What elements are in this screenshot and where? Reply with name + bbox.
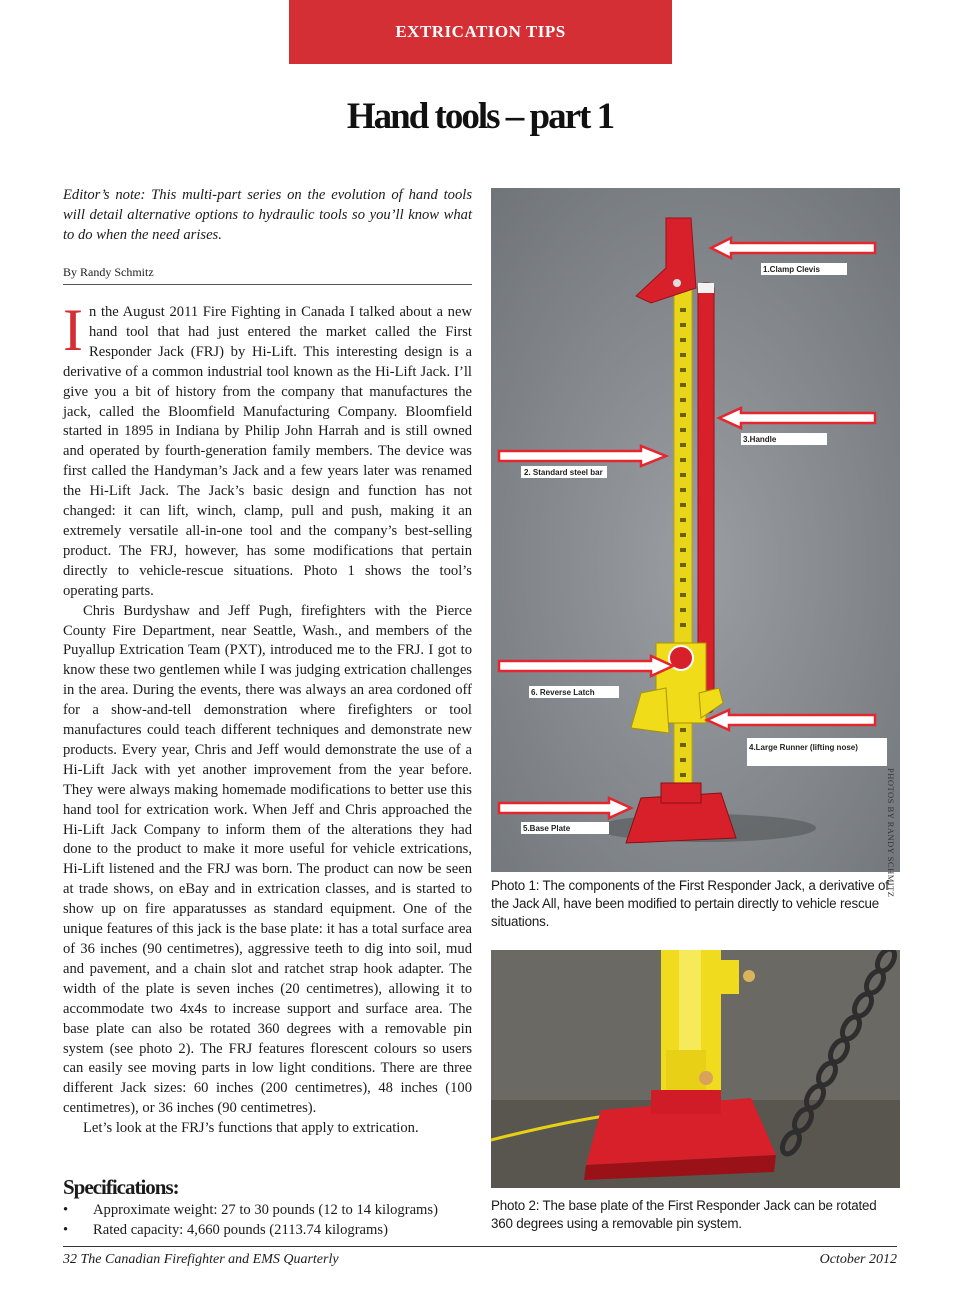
photo-credit: PHOTOS BY RANDY SCHMITZ <box>886 768 896 898</box>
spec-text: Rated capacity: 4,660 pounds (2113.74 kilograms) <box>93 1222 388 1238</box>
footer-date: October 2012 <box>819 1252 897 1267</box>
spec-item <box>63 1200 472 1220</box>
label-base-plate: 5.Base Plate <box>523 824 571 833</box>
photo-1-illustration <box>491 188 900 872</box>
article-body <box>63 297 472 1139</box>
paragraph-2: Chris Burdyshaw and Jeff Pugh, firefighters with the Pierce County Fire Department, near Seattle, Wash., and members of the Puyallup Extrication Team (PXT), introduced me to the FRJ. I got to know these two gentlemen while I was judging extrication challenges in the area. During the events, there was always an area cordoned off for a show-and-tell demonstration where firefighters or tool manufactures could teach different techniques and demonstrate new products. Every year, Chris and Jeff would demonstrate the use of a Hi-Lift Jack with yet another improvement from the year before. They were always making homemade modifications to better use this hand tool for extrication work. When Jeff and Chris approached the Hi-Lift Jack Company to inform them of the alterations they had done to the product to make it more useful for vehicle extrications, Hi-Lift listened and the FRJ was born. The product can now be seen at trade shows, on eBay and in extrication classes, and is started to show up on fire apparatusses as standard equipment. One of the unique features of this jack is the base plate: it has a total surface area of 36 inches (90 centimetres), aggressive teeth to dig into soil, mud and pavement, and a chain slot and ratchet strap hook adapter. The width of the plate is seven inches (20 centimetres), allowing it to accommodate two 4x4s to increase support and surface area. The base plate can also be rotated 360 degrees with a removable pin system (see photo 2). The FRJ features florescent colours so users can easily see moving parts in low light conditions. There are three different Jack sizes: 60 inches (200 centimetres), 48 inches (100 centimetres), or 36 inches (90 centimetres). <box>63 602 472 1117</box>
section-banner <box>289 0 672 64</box>
editor-note: Editor’s note: This multi-part series on the evolution of hand tools will detail alternative options to hydraulic tools so you’ll know what to do when the need arises. <box>63 187 472 243</box>
label-large-runner: 4.Large Runner (lifting nose) <box>749 743 858 752</box>
byline: By Randy Schmitz <box>63 265 472 285</box>
photo-1-caption: Photo 1: The components of the First Responder Jack, a derivative of the Jack All, have been modified to pertain directly to vehicle rescue situations. <box>491 878 889 929</box>
label-clamp-clevis: 1.Clamp Clevis <box>763 265 820 274</box>
paragraph-1-text: n the August 2011 Fire Fighting in Canada I talked about a new hand tool that had just entered the market called the First Responder Jack (FRJ) by Hi-Lift. This interesting design is a derivative of a common industrial tool known as the Hi-Lift Jack. I’ll give you a bit of history from the company that manufactures the jack, called the Bloomfield Manufacturing Company. Bloomfield started in 1895 in Indiana by Philip John Harrah and is still owned and operated by fourth-generation family members. The device was first called the Handyman’s Jack and a few years later was renamed the Hi-Lift Jack. The Jack’s basic design and function has not changed: it can lift, winch, clamp, pull and push, making it an extremely versatile all-in-one tool and the company’s best-selling product. The FRJ, however, has some modifications that pertain directly to vehicle-rescue situations. Photo 1 shows the tool’s operating parts. <box>63 304 472 599</box>
bullet-icon: • <box>63 1202 69 1218</box>
article-title: Hand tools – part 1 <box>346 96 614 137</box>
photo-1-jack-components <box>491 188 900 872</box>
footer-divider <box>63 1246 897 1247</box>
photo-2-caption: Photo 2: The base plate of the First Responder Jack can be rotated 360 degrees using a removable pin system. <box>491 1198 877 1231</box>
label-handle: 3.Handle <box>743 435 777 444</box>
section-banner-text: EXTRICATION TIPS <box>395 22 566 41</box>
label-reverse-latch: 6. Reverse Latch <box>531 688 595 697</box>
spec-text: Approximate weight: 27 to 30 pounds (12 to 14 kilograms) <box>93 1202 438 1218</box>
paragraph-1 <box>63 297 472 602</box>
specs-heading: Specifications: <box>63 1175 179 1199</box>
paragraph-3: Let’s look at the FRJ’s functions that apply to extrication. <box>83 1120 419 1137</box>
spec-item <box>63 1220 472 1240</box>
specs-list <box>63 1200 472 1240</box>
footer-publication: 32 The Canadian Firefighter and EMS Quarterly <box>63 1252 339 1267</box>
label-standard-steel-bar: 2. Standard steel bar <box>524 468 603 477</box>
drop-cap: I <box>63 297 83 363</box>
photo-2-base-plate <box>491 950 900 1188</box>
bullet-icon: • <box>63 1222 69 1238</box>
left-column <box>63 185 472 1139</box>
photo-2-illustration <box>491 950 900 1188</box>
